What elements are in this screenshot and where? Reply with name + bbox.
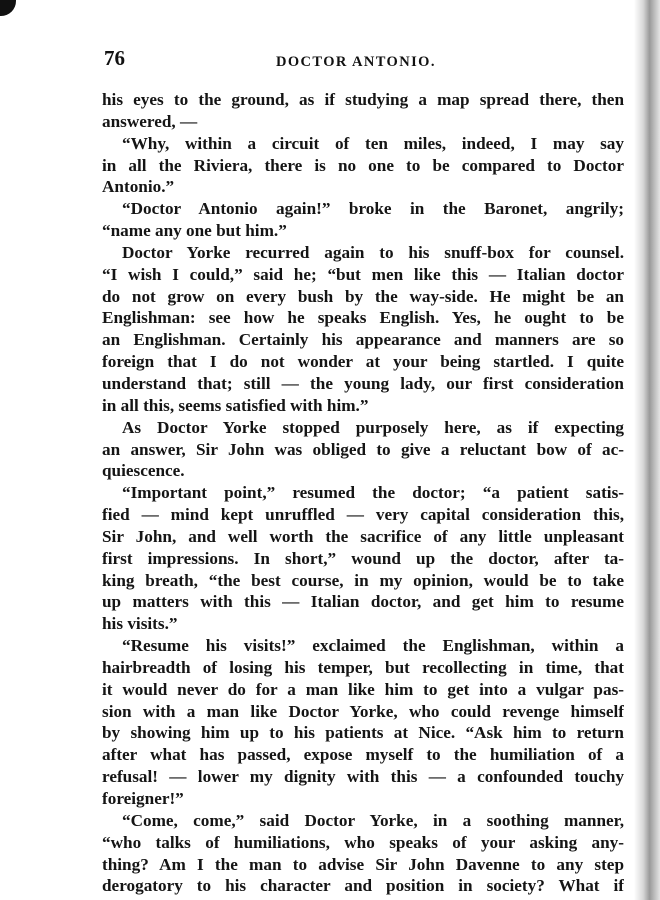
text-line: “name any one but him.” — [102, 221, 287, 241]
text-line: in all this, seems satisfied with him.” — [102, 395, 369, 415]
text-line: “Why, within a circuit of ten miles, indeed, I may say — [122, 133, 624, 153]
text-line: Englishman: see how he speaks English. Yes, he ought to be — [102, 308, 624, 328]
text-line: “Important point,” resumed the doctor; “a patient satis- — [122, 483, 624, 503]
text-line: an answer, Sir John was obliged to give a reluctant bow of ac- — [102, 439, 624, 459]
text-line: “I wish I could,” said he; “but men like this — Italian doctor — [102, 264, 624, 284]
text-line: his visits.” — [102, 614, 178, 634]
text-line: Doctor Yorke recurred again to his snuff-box for counsel. — [122, 242, 624, 262]
text-line: derogatory to his character and position in society? What if — [102, 876, 624, 896]
text-line: fied — mind kept unruffled — very capital consideration this, — [102, 505, 624, 525]
text-line: Sir John, and well worth the sacrifice of any little unpleasant — [102, 526, 624, 546]
running-title: DOCTOR ANTONIO. — [276, 54, 436, 70]
text-line: As Doctor Yorke stopped purposely here, as if expecting — [122, 417, 624, 437]
text-line: an Englishman. Certainly his appearance and manners are so — [102, 330, 624, 350]
text-line: first impressions. In short,” wound up the doctor, after ta- — [102, 548, 624, 568]
text-line: his eyes to the ground, as if studying a map spread there, then — [102, 90, 624, 109]
text-line: in all the Riviera, there is no one to be compared to Doctor — [102, 155, 624, 175]
text-line: thing? Am I the man to advise Sir John Davenne to any step — [102, 854, 624, 874]
text-line: “Resume his visits!” exclaimed the Englishman, within a — [122, 636, 624, 656]
text-line: by showing him up to his patients at Nice. “Ask him to return — [102, 723, 624, 743]
text-line: hairbreadth of losing his temper, but recollecting in time, that — [102, 657, 624, 677]
body-text — [102, 89, 624, 897]
text-line: it would never do for a man like him to get into a vulgar pas- — [102, 679, 624, 699]
text-line: “Come, come,” said Doctor Yorke, in a soothing manner, — [122, 810, 624, 830]
text-line: “Doctor Antonio again!” broke in the Baronet, angrily; — [122, 199, 624, 219]
text-line: answered, — — [102, 111, 198, 131]
text-line: “who talks of humiliations, who speaks of your asking any- — [102, 832, 624, 852]
page-number: 76 — [104, 46, 125, 70]
text-line: foreigner!” — [102, 789, 184, 808]
text-line: foreign that I do not wonder at your being startled. I quite — [102, 352, 624, 372]
scan-corner-mark — [0, 0, 16, 16]
text-line: after what has passed, expose myself to the humiliation of a — [102, 745, 624, 765]
page-gutter-edge — [634, 0, 660, 900]
text-line: do not grow on every bush by the way-side. He might be an — [102, 286, 624, 306]
text-line: Antonio.” — [102, 177, 175, 197]
text-line: quiescence. — [102, 461, 185, 481]
text-line: king breath, “the best course, in my opinion, would be to take — [102, 570, 624, 590]
text-line: understand that; still — the young lady, our first consideration — [102, 373, 624, 393]
text-line: sion with a man like Doctor Yorke, who could revenge himself — [102, 701, 624, 721]
text-line: refusal! — lower my dignity with this — a confounded touchy — [102, 767, 624, 787]
text-line: up matters with this — Italian doctor, and get him to resume — [102, 592, 624, 612]
page-header — [104, 46, 624, 72]
